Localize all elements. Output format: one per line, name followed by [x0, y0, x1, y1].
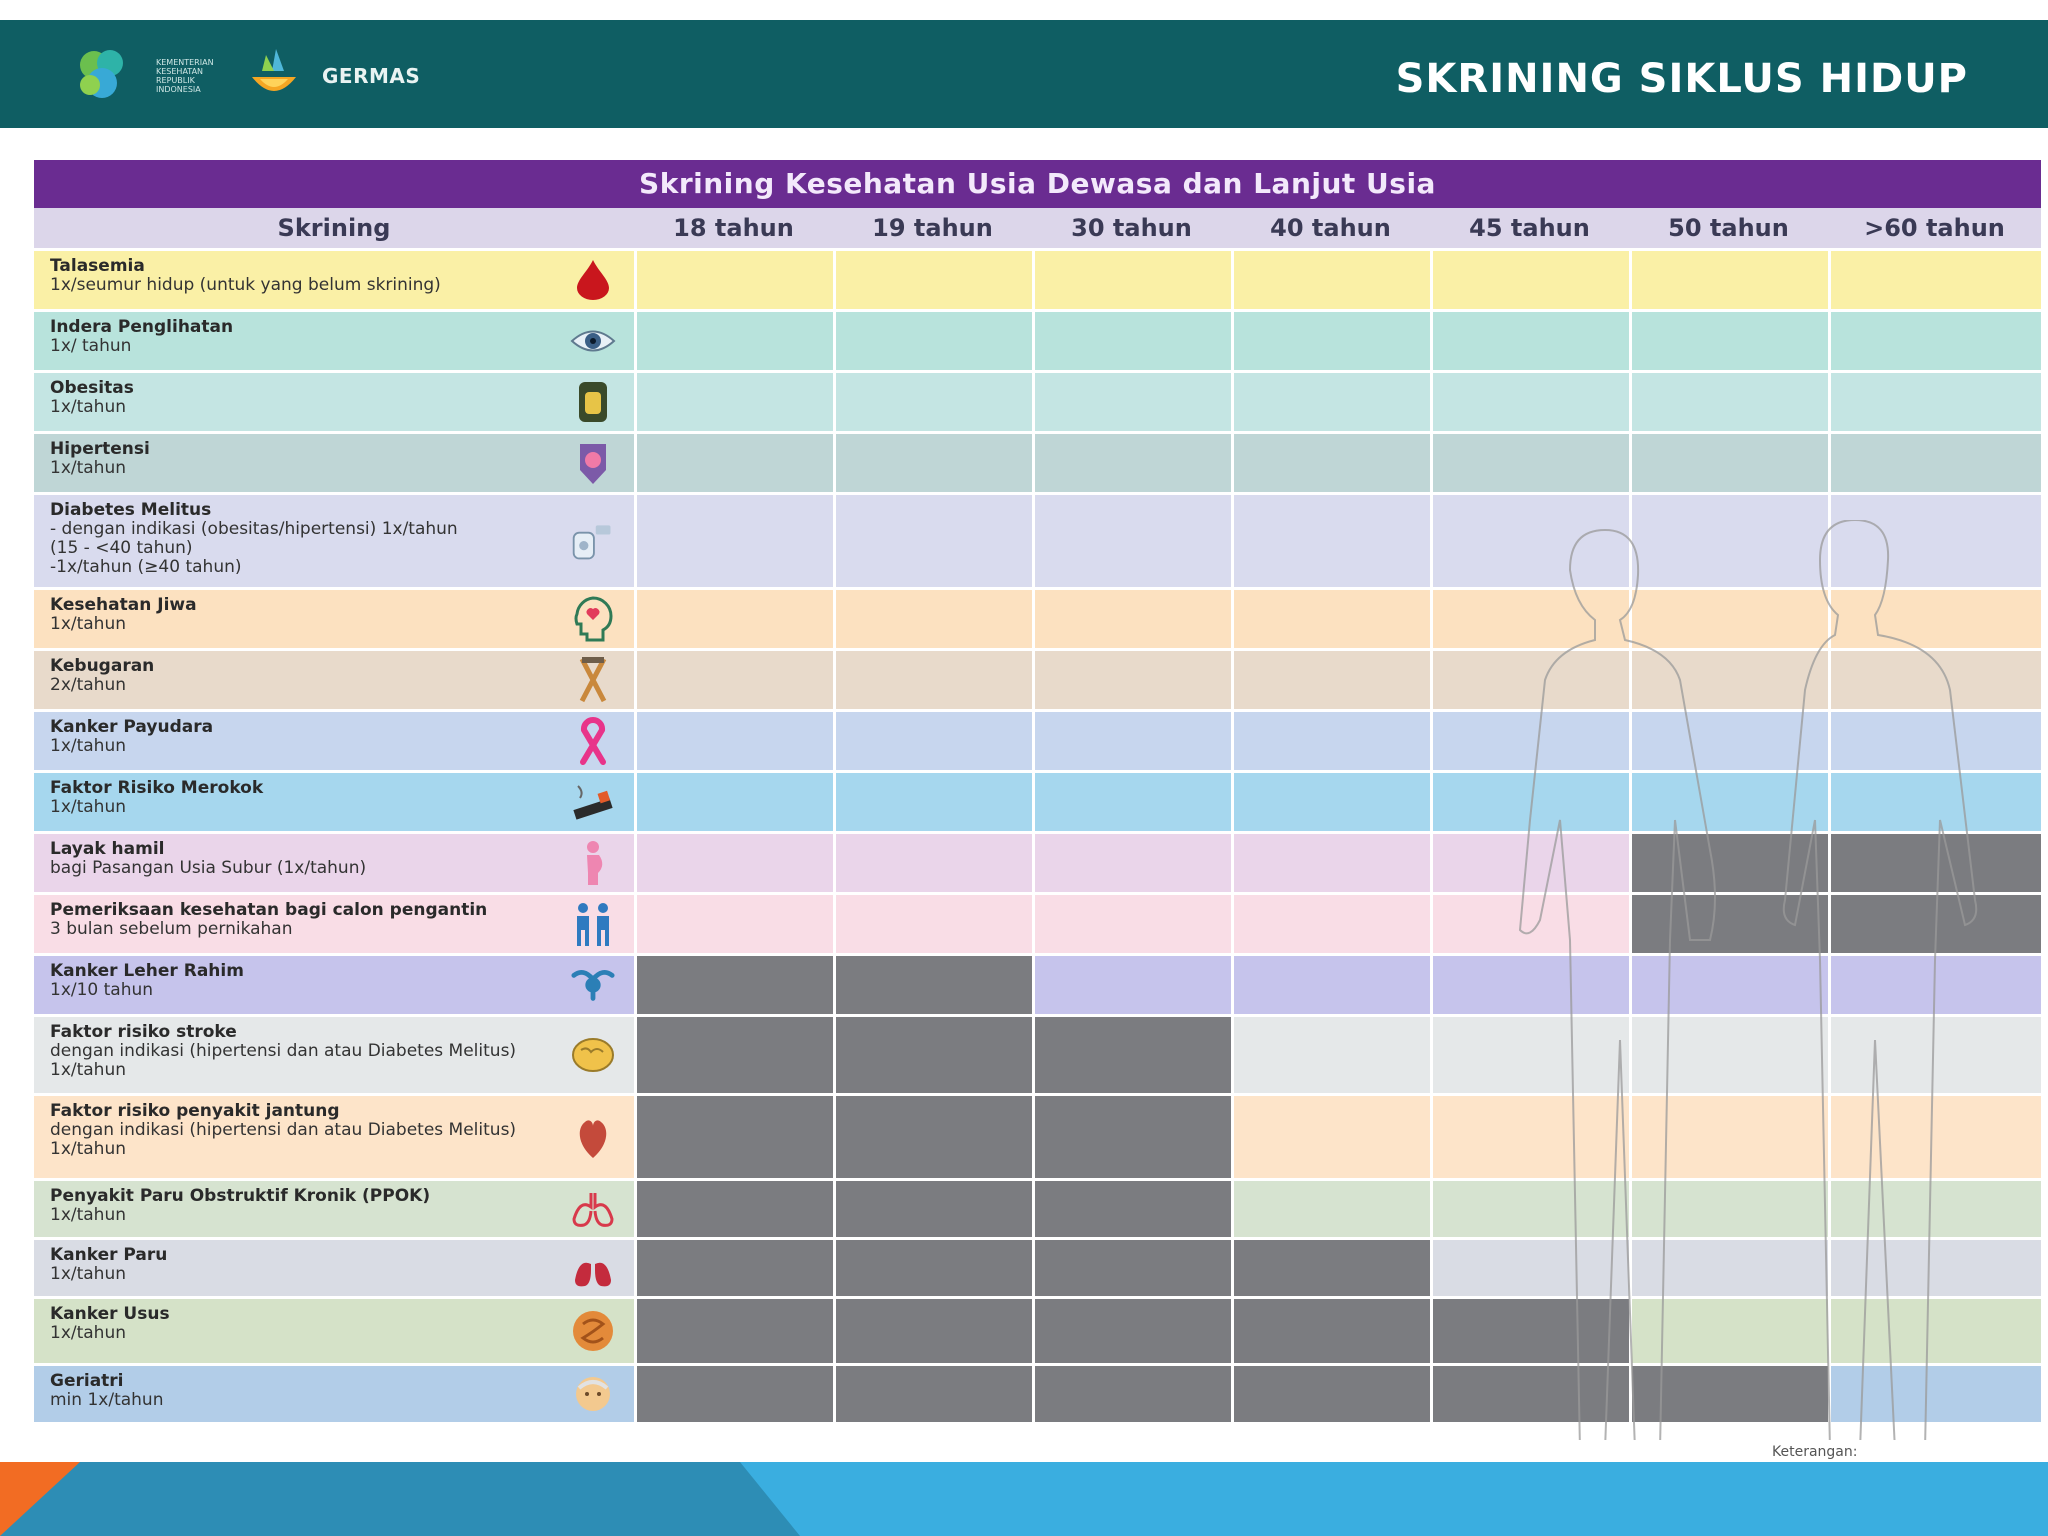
age-cell-applicable	[1231, 1096, 1430, 1178]
age-cell-applicable	[1231, 773, 1430, 831]
age-cell-applicable	[1231, 373, 1430, 431]
age-cell-applicable	[1430, 1017, 1629, 1093]
age-cell-applicable	[1430, 251, 1629, 309]
logo-group	[72, 36, 420, 116]
screening-label-cell	[34, 651, 634, 709]
table-row	[34, 1014, 2041, 1093]
screening-title: Kanker Payudara	[50, 717, 214, 737]
age-cell-applicable	[1032, 373, 1231, 431]
column-header-age: 40 tahun	[1270, 214, 1391, 242]
age-cell-applicable	[1430, 434, 1629, 492]
age-cell-applicable	[1231, 956, 1430, 1014]
screening-title: Geriatri	[50, 1371, 124, 1391]
age-cell-applicable	[1629, 1096, 1828, 1178]
age-cell-not-applicable	[833, 1181, 1032, 1237]
body-weight-icon	[570, 379, 616, 425]
age-cell-applicable	[1231, 651, 1430, 709]
elderly-face-icon	[570, 1371, 616, 1417]
age-cell-not-applicable	[1828, 895, 2041, 953]
screening-title: Kesehatan Jiwa	[50, 595, 197, 615]
brain-icon	[570, 1032, 616, 1078]
age-cell-applicable	[1032, 590, 1231, 648]
table-row	[34, 1237, 2041, 1296]
table-row	[34, 1093, 2041, 1178]
age-cell-not-applicable	[1231, 1299, 1430, 1363]
table-header-row	[34, 208, 2041, 248]
pink-ribbon-icon	[570, 718, 616, 764]
age-cell-applicable	[833, 373, 1032, 431]
age-cell-not-applicable	[1032, 1299, 1231, 1363]
couple-icon	[570, 901, 616, 947]
age-cell-applicable	[1231, 495, 1430, 587]
age-cell-applicable	[1629, 373, 1828, 431]
bottom-decoration	[0, 1462, 2048, 1536]
blood-drop-icon	[570, 257, 616, 303]
age-cell-applicable	[1629, 1017, 1828, 1093]
age-cell-applicable	[1828, 651, 2041, 709]
age-cell-not-applicable	[1430, 1366, 1629, 1422]
screening-title: Kanker Leher Rahim	[50, 961, 244, 981]
age-cell-applicable	[1032, 773, 1231, 831]
age-cell-not-applicable	[634, 1096, 833, 1178]
age-cell-applicable	[1629, 495, 1828, 587]
age-cell-applicable	[1231, 895, 1430, 953]
age-cell-applicable	[1430, 956, 1629, 1014]
age-cell-not-applicable	[833, 956, 1032, 1014]
age-cell-not-applicable	[634, 1299, 833, 1363]
age-cell-not-applicable	[1032, 1181, 1231, 1237]
age-cell-applicable	[1430, 590, 1629, 648]
age-cell-applicable	[1231, 712, 1430, 770]
age-cell-not-applicable	[1828, 834, 2041, 892]
age-cell-applicable	[634, 895, 833, 953]
age-cell-applicable	[1032, 251, 1231, 309]
page-title: SKRINING SIKLUS HIDUP	[1395, 56, 1968, 102]
lungs-icon	[570, 1186, 616, 1232]
age-cell-applicable	[833, 590, 1032, 648]
age-cell-applicable	[1629, 1181, 1828, 1237]
screening-title: Kebugaran	[50, 656, 155, 676]
age-cell-applicable	[1629, 251, 1828, 309]
age-cell-applicable	[1828, 1096, 2041, 1178]
age-cell-applicable	[1032, 312, 1231, 370]
age-cell-applicable	[634, 590, 833, 648]
age-cell-applicable	[1629, 712, 1828, 770]
screening-frequency: 1x/tahun	[50, 614, 127, 634]
column-header-age: 19 tahun	[872, 214, 993, 242]
kemenkes-logo-icon	[72, 41, 136, 111]
age-cell-not-applicable	[833, 1096, 1032, 1178]
table-row	[34, 1363, 2041, 1422]
age-cell-not-applicable	[1629, 895, 1828, 953]
age-cell-applicable	[1629, 434, 1828, 492]
age-cell-not-applicable	[1629, 834, 1828, 892]
age-cell-applicable	[1629, 1240, 1828, 1296]
blood-pressure-icon	[570, 440, 616, 486]
table-row	[34, 1178, 2041, 1237]
age-cell-applicable	[833, 251, 1032, 309]
age-cell-applicable	[833, 834, 1032, 892]
column-header-skrining: Skrining	[277, 214, 391, 242]
mental-health-icon	[570, 596, 616, 642]
screening-title: Faktor risiko stroke	[50, 1022, 237, 1042]
age-cell-not-applicable	[634, 1017, 833, 1093]
screening-title: Penyakit Paru Obstruktif Kronik (PPOK)	[50, 1186, 431, 1206]
screening-title: Talasemia	[50, 256, 145, 276]
screening-frequency: 1x/tahun	[50, 397, 127, 417]
screening-frequency: dengan indikasi (hipertensi dan atau Diabetes Melitus) 1x/tahun	[50, 1120, 517, 1159]
uterus-icon	[570, 962, 616, 1008]
age-cell-applicable	[1231, 434, 1430, 492]
age-cell-not-applicable	[1032, 1366, 1231, 1422]
screening-label-cell	[34, 773, 634, 831]
table-row	[34, 892, 2041, 953]
kemenkes-logo-text: KEMENTERIAN KESEHATAN REPUBLIK INDONESIA	[156, 58, 214, 94]
screening-label-cell	[34, 895, 634, 953]
age-cell-applicable	[1231, 590, 1430, 648]
age-cell-applicable	[1430, 712, 1629, 770]
age-cell-applicable	[833, 712, 1032, 770]
age-cell-applicable	[634, 373, 833, 431]
table-row	[34, 709, 2041, 770]
screening-title: Faktor risiko penyakit jantung	[50, 1101, 340, 1121]
age-cell-applicable	[1828, 1240, 2041, 1296]
germas-logo-icon	[246, 41, 302, 111]
age-cell-not-applicable	[634, 1240, 833, 1296]
table-row	[34, 431, 2041, 492]
table-row	[34, 309, 2041, 370]
screening-frequency: 1x/ tahun	[50, 336, 132, 356]
age-cell-applicable	[1231, 312, 1430, 370]
screening-label-cell	[34, 712, 634, 770]
column-header-age: >60 tahun	[1864, 214, 2005, 242]
screening-frequency: 1x/tahun	[50, 458, 127, 478]
lungs-cancer-icon	[570, 1245, 616, 1291]
age-cell-not-applicable	[634, 1366, 833, 1422]
screening-label-cell	[34, 1299, 634, 1363]
screening-label-cell	[34, 834, 634, 892]
age-cell-applicable	[833, 495, 1032, 587]
age-cell-applicable	[1629, 651, 1828, 709]
column-header-age: 50 tahun	[1668, 214, 1789, 242]
table-row	[34, 587, 2041, 648]
screening-label-cell	[34, 312, 634, 370]
age-cell-applicable	[1828, 373, 2041, 431]
age-cell-applicable	[1430, 495, 1629, 587]
age-cell-applicable	[1828, 590, 2041, 648]
header-bar	[0, 20, 2048, 128]
age-cell-applicable	[634, 251, 833, 309]
screening-label-cell	[34, 1366, 634, 1422]
screening-frequency: min 1x/tahun	[50, 1390, 164, 1410]
age-cell-not-applicable	[833, 1299, 1032, 1363]
germas-logo-text: GERMAS	[322, 64, 421, 88]
age-cell-applicable	[1430, 895, 1629, 953]
age-cell-applicable	[1828, 773, 2041, 831]
age-cell-applicable	[1629, 590, 1828, 648]
age-cell-applicable	[634, 834, 833, 892]
screening-frequency: bagi Pasangan Usia Subur (1x/tahun)	[50, 858, 367, 878]
age-cell-applicable	[833, 434, 1032, 492]
age-cell-applicable	[1828, 1181, 2041, 1237]
age-cell-applicable	[833, 312, 1032, 370]
screening-frequency: 1x/tahun	[50, 797, 127, 817]
age-cell-applicable	[1430, 373, 1629, 431]
table-row	[34, 648, 2041, 709]
table-row	[34, 370, 2041, 431]
screening-title: Layak hamil	[50, 839, 165, 859]
screening-label-cell	[34, 590, 634, 648]
age-cell-applicable	[634, 651, 833, 709]
screening-label-cell	[34, 956, 634, 1014]
age-cell-applicable	[1430, 773, 1629, 831]
pregnant-woman-icon	[570, 840, 616, 886]
age-cell-not-applicable	[833, 1240, 1032, 1296]
age-cell-applicable	[1828, 1017, 2041, 1093]
table-body	[34, 248, 2041, 1422]
age-cell-applicable	[1032, 834, 1231, 892]
table-row	[34, 953, 2041, 1014]
screening-frequency: 1x/10 tahun	[50, 980, 154, 1000]
age-cell-applicable	[1828, 956, 2041, 1014]
column-header-age: 18 tahun	[673, 214, 794, 242]
age-cell-applicable	[1430, 651, 1629, 709]
screening-frequency: 1x/tahun	[50, 736, 127, 756]
age-cell-applicable	[1231, 251, 1430, 309]
screening-frequency: 1x/tahun	[50, 1264, 127, 1284]
cigarette-icon	[570, 779, 616, 825]
screening-frequency: 2x/tahun	[50, 675, 127, 695]
age-cell-applicable	[1828, 312, 2041, 370]
age-cell-applicable	[1231, 1017, 1430, 1093]
table-row	[34, 1296, 2041, 1363]
age-cell-applicable	[1430, 1096, 1629, 1178]
age-cell-applicable	[1032, 956, 1231, 1014]
age-cell-applicable	[634, 773, 833, 831]
age-cell-not-applicable	[1032, 1017, 1231, 1093]
age-cell-applicable	[833, 895, 1032, 953]
age-cell-applicable	[1032, 651, 1231, 709]
table-title: Skrining Kesehatan Usia Dewasa dan Lanjut Usia	[34, 160, 2041, 208]
age-cell-applicable	[1032, 495, 1231, 587]
screening-table	[34, 160, 2041, 1422]
age-cell-applicable	[1032, 712, 1231, 770]
screening-frequency: dengan indikasi (hipertensi dan atau Diabetes Melitus) 1x/tahun	[50, 1041, 517, 1080]
screening-label-cell	[34, 373, 634, 431]
screening-frequency: 1x/tahun	[50, 1323, 127, 1343]
age-cell-not-applicable	[1231, 1240, 1430, 1296]
age-cell-applicable	[1231, 1181, 1430, 1237]
intestine-icon	[570, 1308, 616, 1354]
table-row	[34, 492, 2041, 587]
column-header-age: 45 tahun	[1469, 214, 1590, 242]
age-cell-applicable	[1430, 312, 1629, 370]
age-cell-applicable	[1430, 834, 1629, 892]
screening-label-cell	[34, 434, 634, 492]
age-cell-not-applicable	[1231, 1366, 1430, 1422]
age-cell-applicable	[1828, 1299, 2041, 1363]
age-cell-applicable	[1629, 773, 1828, 831]
screening-frequency: 1x/tahun	[50, 1205, 127, 1225]
age-cell-applicable	[1032, 434, 1231, 492]
table-row	[34, 248, 2041, 309]
age-cell-applicable	[1828, 251, 2041, 309]
heart-icon	[570, 1114, 616, 1160]
age-cell-not-applicable	[634, 1181, 833, 1237]
age-cell-applicable	[1430, 1240, 1629, 1296]
column-header-age: 30 tahun	[1071, 214, 1192, 242]
eye-icon	[570, 318, 616, 364]
age-cell-not-applicable	[1430, 1299, 1629, 1363]
screening-label-cell	[34, 1181, 634, 1237]
age-cell-applicable	[1828, 434, 2041, 492]
screening-title: Pemeriksaan kesehatan bagi calon pengantin	[50, 900, 488, 920]
table-row	[34, 831, 2041, 892]
screening-title: Kanker Paru	[50, 1245, 168, 1265]
age-cell-applicable	[634, 712, 833, 770]
screening-frequency: 1x/seumur hidup (untuk yang belum skrining)	[50, 275, 441, 295]
screening-frequency: - dengan indikasi (obesitas/hipertensi) 1x/tahun (15 - <40 tahun) -1x/tahun (≥40 tahun)	[50, 519, 458, 577]
screening-frequency: 3 bulan sebelum pernikahan	[50, 919, 293, 939]
screening-title: Obesitas	[50, 378, 134, 398]
screening-title: Indera Penglihatan	[50, 317, 234, 337]
screening-title: Kanker Usus	[50, 1304, 170, 1324]
age-cell-applicable	[634, 495, 833, 587]
screening-label-cell	[34, 251, 634, 309]
age-cell-applicable	[1430, 1181, 1629, 1237]
age-cell-applicable	[1629, 1299, 1828, 1363]
screening-label-cell	[34, 1240, 634, 1296]
age-cell-applicable	[634, 312, 833, 370]
screening-title: Hipertensi	[50, 439, 150, 459]
age-cell-not-applicable	[1032, 1240, 1231, 1296]
screening-label-cell	[34, 1017, 634, 1093]
age-cell-applicable	[1828, 712, 2041, 770]
age-cell-not-applicable	[833, 1366, 1032, 1422]
age-cell-not-applicable	[1032, 1096, 1231, 1178]
age-cell-applicable	[1231, 834, 1430, 892]
age-cell-applicable	[1032, 895, 1231, 953]
screening-title: Diabetes Melitus	[50, 500, 212, 520]
age-cell-not-applicable	[833, 1017, 1032, 1093]
age-cell-applicable	[833, 651, 1032, 709]
age-cell-applicable	[1828, 495, 2041, 587]
age-cell-applicable	[833, 773, 1032, 831]
age-cell-applicable	[1629, 956, 1828, 1014]
age-cell-applicable	[1828, 1366, 2041, 1422]
age-cell-applicable	[634, 434, 833, 492]
table-row	[34, 770, 2041, 831]
screening-title: Faktor Risiko Merokok	[50, 778, 264, 798]
screening-label-cell	[34, 1096, 634, 1178]
age-cell-not-applicable	[1629, 1366, 1828, 1422]
legend-note: Keterangan:	[1772, 1444, 1858, 1460]
glucose-meter-icon	[570, 518, 616, 564]
age-cell-not-applicable	[634, 956, 833, 1014]
age-cell-applicable	[1629, 312, 1828, 370]
fitness-icon	[570, 657, 616, 703]
screening-label-cell	[34, 495, 634, 587]
